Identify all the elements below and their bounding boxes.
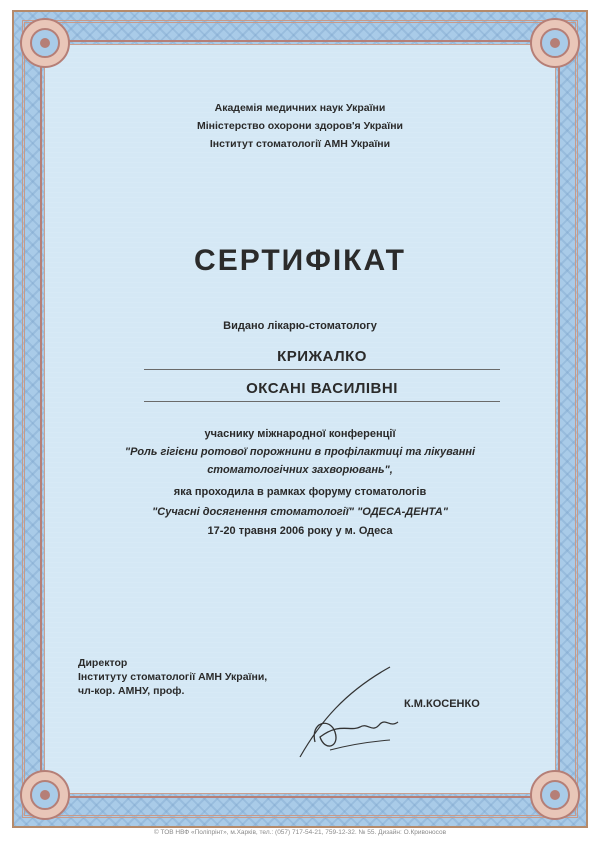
signatory-block — [78, 656, 267, 698]
issuer-institute: Інститут стоматології АМН України — [209, 138, 391, 150]
printer-footer: © ТОВ НВФ «Поліпрінт», м.Харків, тел.: (057) 717-54-21, 759-12-32. № 55. Дизайн: О.Кривоносов — [153, 829, 447, 836]
signatory-title: чл-кор. АМНУ, проф. — [78, 685, 185, 697]
certificate-title: СЕРТИФІКАТ — [194, 244, 406, 277]
recipient-surname: КРИЖАЛКО — [277, 348, 367, 365]
body-forum-name: "Сучасні досягнення стоматології" "ОДЕСА-ДЕНТА" — [152, 506, 448, 518]
certificate-content — [44, 44, 556, 794]
issuer-ministry: Міністерство охорони здоров'я України — [197, 120, 403, 132]
recipient-given-names: ОКСАНІ ВАСИЛІВНІ — [246, 380, 398, 397]
handwritten-signature — [290, 662, 410, 762]
name-underline — [144, 369, 500, 370]
body-conference-title-cont: стоматологічних захворювань", — [207, 464, 393, 476]
body-forum: яка проходила в рамках форуму стоматологів — [173, 486, 427, 498]
issuer-academy: Академія медичних наук України — [214, 102, 386, 114]
signatory-position: Директор — [78, 657, 128, 669]
body-conference-title: "Роль гігієни ротової порожнини в профілактиці та лікуванні — [124, 446, 476, 458]
issued-to-label: Видано лікарю-стоматологу — [223, 320, 377, 332]
name-underline — [144, 401, 500, 402]
signatory-name: К.М.КОСЕНКО — [404, 698, 480, 710]
signatory-institute: Інституту стоматології АМН України, — [78, 671, 268, 683]
body-participant: учаснику міжнародної конференції — [204, 428, 396, 440]
body-date-place: 17-20 травня 2006 року у м. Одеса — [207, 525, 393, 537]
